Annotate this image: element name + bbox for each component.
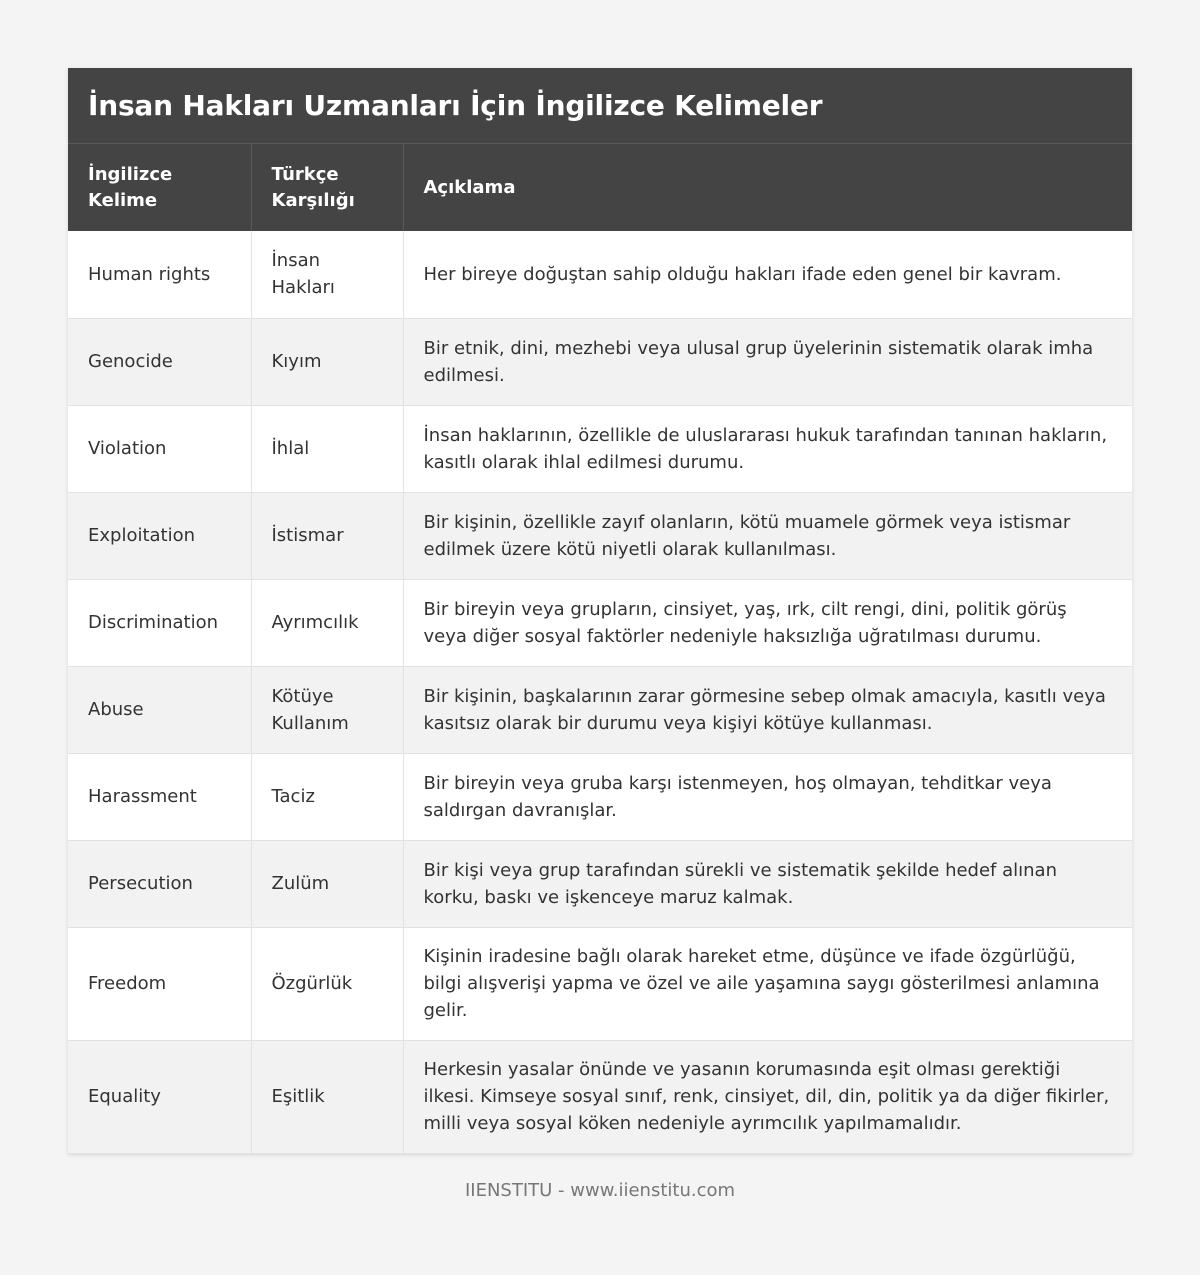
description: Kişinin iradesine bağlı olarak hareket etme, düşünce ve ifade özgürlüğü, bilgi alışverişi yapma ve özel ve aile yaşamına saygı gösterilmesi anlamına gelir. bbox=[403, 927, 1132, 1040]
english-word: Discrimination bbox=[68, 579, 251, 666]
turkish-word: Zulüm bbox=[251, 840, 403, 927]
description: Bir kişinin, başkalarının zarar görmesine sebep olmak amacıyla, kasıtlı veya kasıtsız olarak bir durumu veya kişiyi kötüye kullanması. bbox=[403, 666, 1132, 753]
table-row bbox=[68, 666, 1132, 753]
table-row bbox=[68, 492, 1132, 579]
turkish-word: İhlal bbox=[251, 405, 403, 492]
turkish-word: Eşitlik bbox=[251, 1040, 403, 1153]
table-row bbox=[68, 840, 1132, 927]
table-row bbox=[68, 579, 1132, 666]
column-header-description: Açıklama bbox=[403, 144, 1132, 231]
turkish-word: İstismar bbox=[251, 492, 403, 579]
table-body bbox=[68, 231, 1132, 1153]
table-row bbox=[68, 1040, 1132, 1153]
footer-credit: IIENSTITU - www.iienstitu.com bbox=[464, 1180, 736, 1201]
english-word: Persecution bbox=[68, 840, 251, 927]
vocabulary-card bbox=[68, 68, 1132, 1154]
description: İnsan haklarının, özellikle de uluslararası hukuk tarafından tanınan hakların, kasıtlı olarak ihlal edilmesi durumu. bbox=[403, 405, 1132, 492]
description: Bir kişi veya grup tarafından sürekli ve sistematik şekilde hedef alınan korku, baskı ve işkenceye maruz kalmak. bbox=[403, 840, 1132, 927]
english-word: Equality bbox=[68, 1040, 251, 1153]
table-row bbox=[68, 927, 1132, 1040]
title-bar bbox=[68, 68, 1132, 144]
column-header-turkish: Türkçe Karşılığı bbox=[251, 144, 403, 231]
turkish-word: Özgürlük bbox=[251, 927, 403, 1040]
description: Bir bireyin veya grupların, cinsiyet, yaş, ırk, cilt rengi, dini, politik görüş veya diğer sosyal faktörler nedeniyle haksızlığa uğratılması durumu. bbox=[403, 579, 1132, 666]
turkish-word: Ayrımcılık bbox=[251, 579, 403, 666]
description: Her bireye doğuştan sahip olduğu hakları ifade eden genel bir kavram. bbox=[403, 231, 1132, 318]
english-word: Genocide bbox=[68, 318, 251, 405]
english-word: Abuse bbox=[68, 666, 251, 753]
turkish-word: Kıyım bbox=[251, 318, 403, 405]
table-header bbox=[68, 144, 1132, 231]
turkish-word: İnsan Hakları bbox=[251, 231, 403, 318]
english-word: Freedom bbox=[68, 927, 251, 1040]
description: Herkesin yasalar önünde ve yasanın korumasında eşit olması gerektiği ilkesi. Kimseye sosyal sınıf, renk, cinsiyet, dil, din, politik ya da diğer fikirler, milli veya sosyal köken nedeniyle ayrımcılık yapılmamalıdır. bbox=[403, 1040, 1132, 1153]
table-row bbox=[68, 231, 1132, 318]
english-word: Violation bbox=[68, 405, 251, 492]
table-row bbox=[68, 318, 1132, 405]
vocabulary-table bbox=[68, 144, 1132, 1154]
table-row bbox=[68, 753, 1132, 840]
table-row bbox=[68, 405, 1132, 492]
turkish-word: Kötüye Kullanım bbox=[251, 666, 403, 753]
english-word: Exploitation bbox=[68, 492, 251, 579]
turkish-word: Taciz bbox=[251, 753, 403, 840]
description: Bir bireyin veya gruba karşı istenmeyen, hoş olmayan, tehditkar veya saldırgan davranışlar. bbox=[403, 753, 1132, 840]
column-header-english: İngilizce Kelime bbox=[68, 144, 251, 231]
english-word: Human rights bbox=[68, 231, 251, 318]
description: Bir etnik, dini, mezhebi veya ulusal grup üyelerinin sistematik olarak imha edilmesi. bbox=[403, 318, 1132, 405]
description: Bir kişinin, özellikle zayıf olanların, kötü muamele görmek veya istismar edilmek üzere kötü niyetli olarak kullanılması. bbox=[403, 492, 1132, 579]
english-word: Harassment bbox=[68, 753, 251, 840]
page-title: İnsan Hakları Uzmanları İçin İngilizce Kelimeler bbox=[88, 89, 823, 122]
